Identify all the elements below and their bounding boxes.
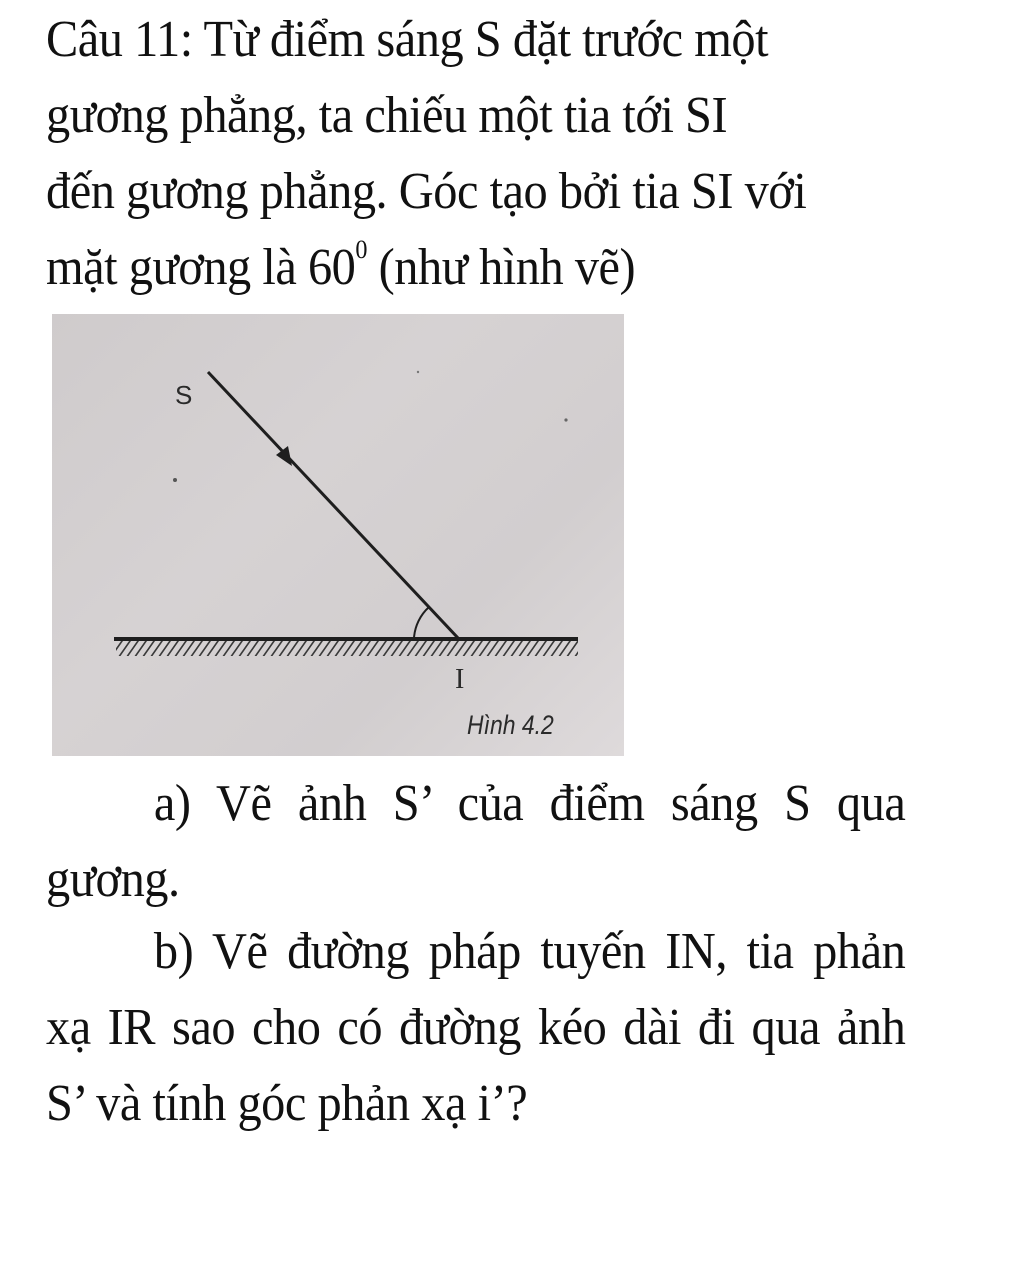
intro-line-1: Câu 11: Từ điểm sáng S đặt trước một [46, 11, 769, 68]
intro-line-2: gương phẳng, ta chiếu một tia tới SI [46, 87, 728, 144]
intro-line-3: đến gương phẳng. Góc tạo bởi tia SI với [46, 163, 807, 220]
point-source-label: S [175, 380, 193, 410]
figure-mirror-diagram [52, 314, 624, 756]
mirror-hatching [116, 641, 578, 656]
question-intro [46, 2, 905, 306]
incident-ray [208, 372, 458, 638]
incidence-point-label: I [455, 664, 465, 695]
angle-line-suffix: (như hình vẽ) [367, 239, 636, 296]
part-b: b) Vẽ đường pháp tuyến IN, tia phản xạ IR sao cho có đường kéo dài đi qua ảnh S’ và tính góc phản xạ i’? [46, 923, 906, 1132]
angle-line-prefix: mặt gương là [46, 239, 308, 296]
part-a: a) Vẽ ảnh S’ của điểm sáng S qua gương. [46, 775, 906, 908]
mirror-diagram-svg [52, 314, 624, 756]
intro-line-4 [46, 230, 905, 306]
degree-superscript: 0 [355, 235, 368, 264]
figure-caption: Hình 4.2 [467, 710, 554, 740]
angle-arc [414, 607, 429, 638]
angle-value: 60 [307, 239, 356, 296]
